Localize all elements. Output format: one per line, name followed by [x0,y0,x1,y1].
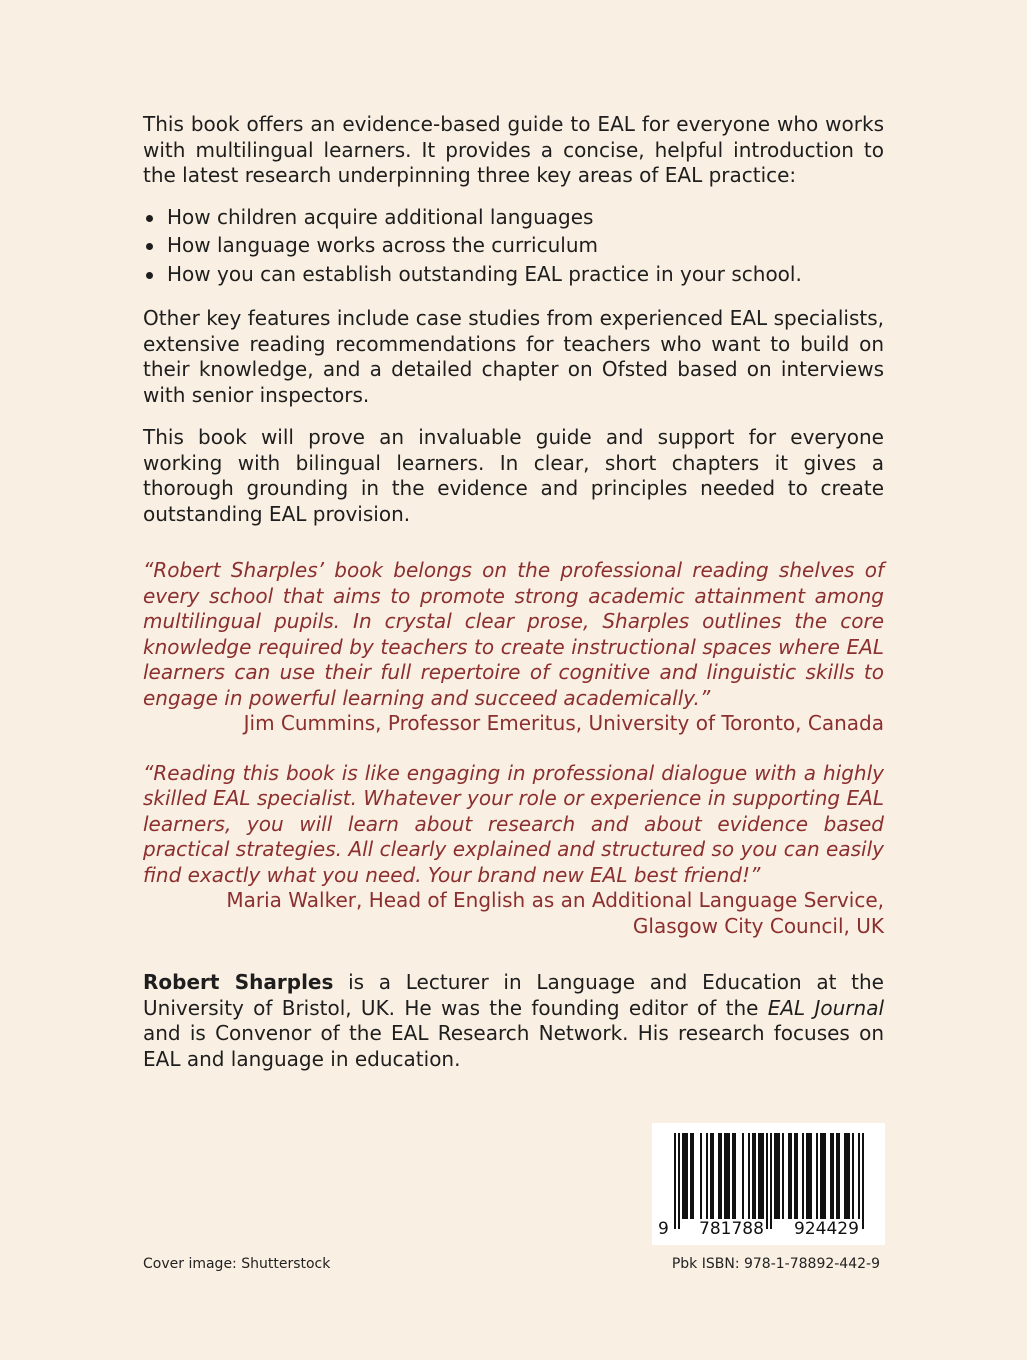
barcode-bar [806,1133,808,1219]
barcode-bar [862,1133,864,1229]
intro-paragraph: This book offers an evidence-based guide to EAL for everyone who works with multilingual learners. It provides a concise, helpful introduction to the latest research underpinning three key areas of EAL practice: [143,112,884,187]
guide-paragraph: This book will prove an invaluable guide and support for everyone working with bilingual learners. In clear, short chapters it gives a thorough grounding in the evidence and principles needed to create outstanding EAL provision. [143,425,884,526]
barcode-bar [712,1133,714,1219]
barcode-bar [846,1133,848,1219]
barcode-bar [686,1133,688,1219]
isbn-barcode [652,1123,885,1245]
barcode-bar [762,1133,764,1219]
cover-image-credit: Cover image: Shutterstock [143,1256,331,1272]
barcode-bar [822,1133,824,1219]
barcode-bar [816,1133,818,1219]
barcode-bar [732,1133,734,1219]
barcode-bar [832,1133,834,1219]
barcode-bar [742,1133,744,1219]
barcode-bar [706,1133,708,1219]
barcode-bar [682,1133,684,1219]
barcode-bar [794,1133,796,1219]
barcode-bar [770,1133,772,1229]
barcode-group-left: 781788 [699,1219,764,1239]
barcode-bar [774,1133,776,1219]
barcode-bar [802,1133,804,1219]
barcode-bar [836,1133,838,1219]
barcode-bar [734,1133,736,1219]
barcode-bar [788,1133,790,1219]
bio-text-2: and is Convenor of the EAL Research Network. His research focuses on EAL and language in education. [143,1021,884,1071]
barcode-bar [858,1133,860,1229]
barcode-number [652,1219,885,1239]
list-item: How children acquire additional languages [143,203,884,232]
barcode-bar [790,1133,792,1219]
barcode-bar [760,1133,762,1219]
barcode-bar [754,1133,756,1219]
barcode-bar [674,1133,676,1229]
barcode-bar [692,1133,694,1219]
endorsement-attribution-cummins: Jim Cummins, Professor Emeritus, University of Toronto, Canada [243,711,884,735]
barcode-bar [766,1133,768,1229]
endorsement-quote-cummins: “Robert Sharples’ book belongs on the professional reading shelves of every school that aims to promote strong academic attainment among multilingual pupils. In crystal clear prose, Sharples outlines the core knowledge required by teachers to create instructional spaces where EAL learners can use their full repertoire of cognitive and linguistic skills to engage in powerful learning and succeed academically.” [143,558,884,710]
barcode-bar [720,1133,722,1219]
barcode-bar [752,1133,754,1219]
barcode-digit-first: 9 [658,1219,669,1239]
barcode-bar [848,1133,850,1219]
endorsement-attribution-walker-line1: Maria Walker, Head of English as an Additional Language Service, [226,888,884,912]
barcode-bar [726,1133,728,1219]
barcode-bar [838,1133,840,1219]
endorsement-quote-walker: “Reading this book is like engaging in professional dialogue with a highly skilled EAL specialist. Whatever your role or experience in supporting EAL learners, you will learn about research and about evidence based practical strategies. All clearly explained and structured so you can easily find exactly what you need. Your brand new EAL best friend!” [143,760,884,887]
barcode-bar [782,1133,784,1219]
author-name: Robert Sharples [143,970,334,994]
barcode-bar [728,1133,730,1219]
barcode-bar [678,1133,680,1229]
journal-title: EAL Journal [767,995,885,1020]
barcode-bar [796,1133,798,1219]
barcode-bar [844,1133,846,1219]
barcode-bar [852,1133,854,1219]
bio-text-1: is a Lecturer in Language and Education at the University of Bristol, UK. He was the founding editor of the [143,970,884,1020]
barcode-bar [776,1133,778,1219]
barcode-bar [718,1133,720,1219]
barcode-bar [830,1133,832,1219]
list-item: How you can establish outstanding EAL practice in your school. [143,260,884,289]
author-bio [143,970,884,1072]
barcode-bar [820,1133,822,1219]
barcode-bar [724,1133,726,1219]
barcode-bar [824,1133,826,1219]
blurb [143,112,884,1072]
isbn-label: Pbk ISBN: 978-1-78892-442-9 [671,1256,880,1272]
barcode-bar [778,1133,780,1219]
barcode-bar [810,1133,812,1219]
barcode-bar [808,1133,810,1219]
barcode-bar [758,1133,760,1219]
barcode-bar [690,1133,692,1219]
list-item: How language works across the curriculum [143,231,884,260]
barcode-bar [710,1133,712,1219]
barcode-bar [700,1133,702,1219]
features-paragraph: Other key features include case studies from experienced EAL specialists, extensive reading recommendations for teachers who want to build on their knowledge, and a detailed chapter on Ofsted based on interviews with senior inspectors. [143,306,884,407]
barcode-bar [748,1133,750,1219]
barcode-bar [684,1133,686,1219]
key-areas-list [143,203,884,289]
barcode-group-right: 924429 [794,1219,859,1239]
endorsement-attribution-walker-line2: Glasgow City Council, UK [632,913,884,938]
